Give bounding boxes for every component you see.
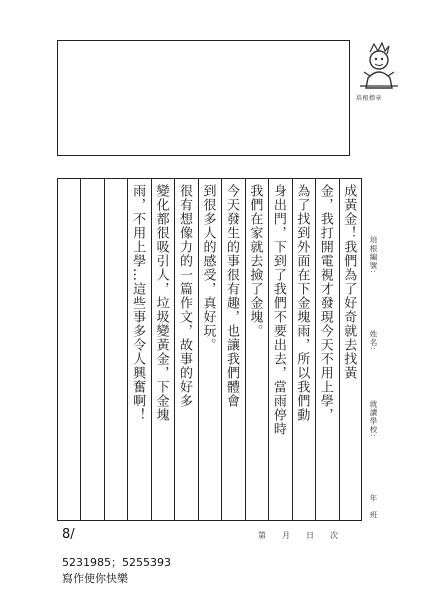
- grid-line: [245, 178, 246, 521]
- essay-column: 今天發生的事很有趣，也讓我們體會: [223, 184, 239, 408]
- grade-class-label: 年 班: [369, 494, 378, 520]
- footer-phone: 5231985；5255393: [62, 556, 171, 569]
- essay-column: 為了找到外面在下金塊雨，所以我們動: [294, 184, 310, 422]
- essay-column: 雨，不用上學…這些事多令人興奮啊！: [130, 184, 146, 422]
- grid-line: [80, 178, 81, 521]
- grid-line: [339, 178, 340, 521]
- grid-line: [174, 178, 175, 521]
- grid-line: [315, 178, 316, 521]
- teacher-comment-box: [57, 40, 350, 156]
- essay-column: 我們在家就去撿了金塊。: [247, 184, 263, 338]
- essay-column: 金，我打開電視才發現今天不用上學，: [317, 184, 333, 422]
- essay-column: 很有想像力的一篇作文，故事的好多: [177, 184, 193, 408]
- grid-line: [268, 178, 269, 521]
- grid-line: [221, 178, 222, 521]
- grid-line: [198, 178, 199, 521]
- essay-column: 成黃金！我們為了好奇就去找黃: [341, 184, 357, 380]
- grid-line: [151, 178, 152, 521]
- grid-line: [292, 178, 293, 521]
- margin-mark: 8/: [62, 527, 75, 542]
- grid-line: [104, 178, 105, 521]
- school-number-label: 培根編號:: [369, 236, 378, 274]
- essay-column: 到很多人的感受，真好玩。: [200, 184, 216, 352]
- essay-column: 身出門，下到了我們不要出去，當雨停時: [270, 184, 286, 436]
- footer-slogan: 寫作使你快樂: [62, 572, 128, 585]
- page-info: 第 月 日 次: [258, 531, 338, 540]
- essay-column: 變化都很吸引人，垃圾變黃金，下金塊: [153, 184, 169, 422]
- name-label: 姓名:: [369, 330, 378, 351]
- mascot-stamp-icon: [354, 38, 404, 94]
- school-label: 就讀學校:: [369, 400, 378, 438]
- stamp-caption: 培根標章: [356, 95, 383, 102]
- grid-line: [127, 178, 128, 521]
